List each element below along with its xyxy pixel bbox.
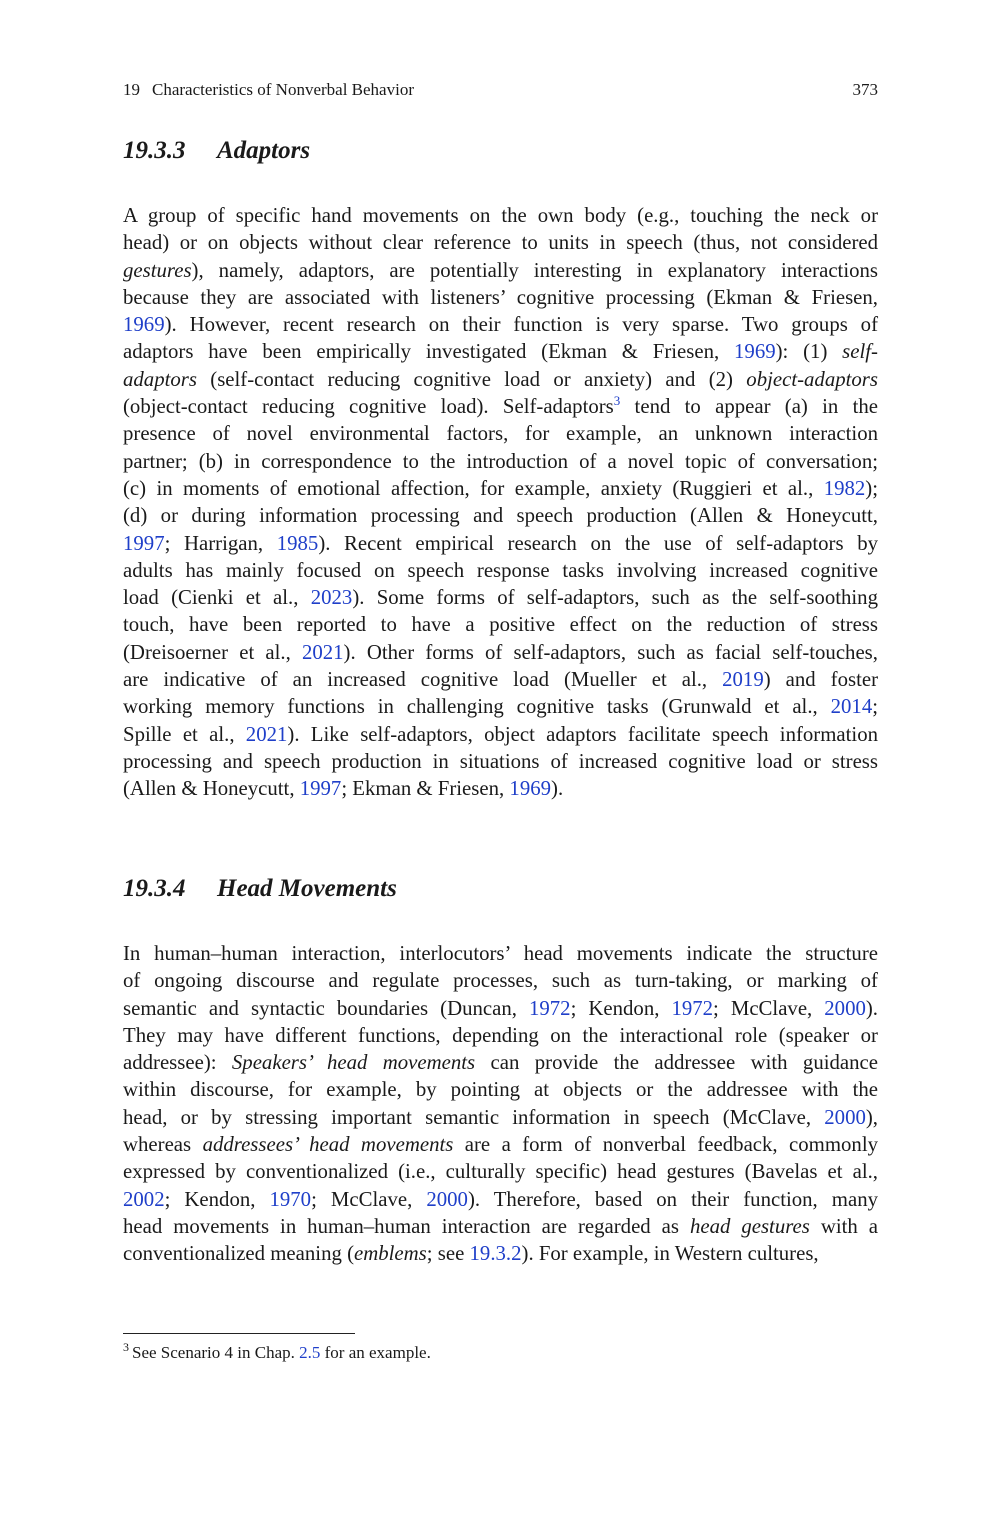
text-span: ; McClave, bbox=[713, 996, 825, 1020]
paragraph-adaptors bbox=[123, 202, 878, 803]
text-span: ) and foster bbox=[763, 668, 879, 692]
text-line bbox=[123, 1158, 878, 1185]
text-span: because they are associated with listeners’ cognitive processing (Ekman & Friesen, bbox=[123, 285, 878, 309]
text-line bbox=[123, 475, 878, 502]
text-span: ). Other forms of self-adaptors, such as facial self-touches, bbox=[343, 640, 878, 664]
text-line bbox=[123, 202, 878, 229]
text-span: load (Cienki et al., bbox=[123, 586, 311, 610]
text-span: (Dreisoerner et al., bbox=[123, 640, 302, 664]
text-line bbox=[123, 393, 878, 420]
text-span: ; McClave, bbox=[311, 1187, 427, 1211]
text-line bbox=[123, 1076, 878, 1103]
section-title: Adaptors bbox=[217, 137, 311, 164]
text-span: ; Kendon, bbox=[164, 1187, 270, 1211]
text-line bbox=[123, 1213, 878, 1240]
chapter-title: Characteristics of Nonverbal Behavior bbox=[152, 80, 414, 99]
section-number: 19.3.3 bbox=[123, 137, 186, 164]
text-span: In human–human interaction, interlocutors’ head movements indicate the structure bbox=[123, 942, 878, 965]
text-line bbox=[123, 611, 878, 638]
footnote-chapter-link[interactable]: 2.5 bbox=[299, 1343, 321, 1362]
text-span: can provide the addressee with guidance bbox=[475, 1051, 878, 1075]
text-span: are indicative of an increased cognitive load (Mueller et al., bbox=[123, 668, 723, 692]
citation-link[interactable]: 2014 bbox=[830, 695, 873, 719]
italic-term: Speakers’ head movements bbox=[231, 1051, 476, 1075]
chapter-number: 19 bbox=[123, 80, 140, 99]
text-span: touch, have been reported to have a positive effect on the reduction of stress bbox=[123, 613, 878, 637]
italic-term: head gestures bbox=[689, 1214, 810, 1238]
text-span: (c) in moments of emotional affection, for example, anxiety (Ruggieri et al., bbox=[123, 476, 824, 500]
text-line bbox=[123, 530, 878, 557]
citation-link[interactable]: 1972 bbox=[671, 996, 714, 1020]
citation-link[interactable]: 2000 bbox=[824, 1105, 866, 1129]
text-span: are a form of nonverbal feedback, commonly bbox=[453, 1133, 879, 1157]
text-line bbox=[123, 284, 878, 311]
section-number: 19.3.4 bbox=[123, 875, 186, 902]
text-span: ); bbox=[865, 476, 878, 500]
text-span: (self-contact reducing cognitive load or anxiety) and (2) bbox=[196, 367, 747, 391]
text-span: adults has mainly focused on speech response tasks involving increased cognitive bbox=[123, 558, 878, 582]
text-span: ; Ekman & Friesen, bbox=[341, 777, 510, 801]
text-span: ). Therefore, based on their function, many bbox=[467, 1187, 878, 1211]
text-span: ). bbox=[551, 777, 564, 801]
text-line bbox=[123, 229, 878, 256]
footnote-marker[interactable]: 3 bbox=[613, 393, 621, 409]
text-span: ; bbox=[872, 695, 878, 719]
text-line bbox=[123, 639, 878, 666]
text-line bbox=[123, 666, 878, 693]
citation-link[interactable]: 1969 bbox=[123, 313, 165, 337]
text-line bbox=[123, 1022, 878, 1049]
citation-link[interactable]: 1997 bbox=[123, 531, 165, 555]
text-line bbox=[123, 1186, 878, 1213]
text-line bbox=[123, 967, 878, 994]
text-span: presence of novel environmental factors, for example, an unknown interaction bbox=[123, 422, 878, 446]
footnote-text-before: See Scenario 4 in Chap. bbox=[132, 1343, 300, 1362]
citation-link[interactable]: 2021 bbox=[301, 640, 344, 664]
text-span: head, or by stressing important semantic information in speech (McClave, bbox=[123, 1105, 825, 1129]
text-span: ). Like self-adaptors, object adaptors facilitate speech information bbox=[287, 722, 878, 746]
citation-link[interactable]: 2002 bbox=[123, 1187, 165, 1211]
citation-link[interactable]: 19.3.2 bbox=[469, 1242, 522, 1266]
text-line bbox=[123, 366, 878, 393]
text-span: ): (1) bbox=[775, 340, 843, 364]
text-span: tend to appear (a) in the bbox=[620, 395, 878, 419]
text-line bbox=[123, 257, 878, 284]
text-span: with a bbox=[809, 1214, 879, 1238]
text-line bbox=[123, 995, 878, 1022]
citation-link[interactable]: 2023 bbox=[310, 586, 353, 610]
text-span: partner; (b) in correspondence to the introduction of a novel topic of conversation; bbox=[123, 449, 878, 473]
text-span: ; see bbox=[426, 1242, 470, 1266]
citation-link[interactable]: 2019 bbox=[722, 668, 764, 692]
text-line bbox=[123, 775, 878, 802]
section-heading-adaptors bbox=[123, 137, 310, 165]
citation-link[interactable]: 1969 bbox=[734, 340, 776, 364]
text-span: whereas bbox=[123, 1133, 203, 1157]
text-line bbox=[123, 338, 878, 365]
text-span: within discourse, for example, by pointing at objects or the addressee with the bbox=[123, 1078, 878, 1102]
section-heading-head-movements bbox=[123, 875, 397, 903]
text-span: working memory functions in challenging cognitive tasks (Grunwald et al., bbox=[123, 695, 831, 719]
text-span: expressed by conventionalized (i.e., culturally specific) head gestures (Bavelas et al., bbox=[123, 1160, 878, 1184]
footnote bbox=[123, 1340, 431, 1363]
text-span: head) or on objects without clear reference to units in speech (thus, not considered bbox=[123, 231, 878, 255]
page-number: 373 bbox=[852, 80, 878, 99]
text-span: ; Harrigan, bbox=[164, 531, 277, 555]
text-span: ), namely, adaptors, are potentially interesting in explanatory interactions bbox=[191, 258, 878, 282]
italic-term: object-adaptors bbox=[746, 367, 878, 391]
text-span: of ongoing discourse and regulate processes, such as turn-taking, or marking of bbox=[123, 969, 878, 993]
text-span: They may have different functions, depending on the interactional role (speaker or bbox=[123, 1023, 878, 1047]
text-span: addressee): bbox=[123, 1051, 232, 1075]
paragraph-head-movements bbox=[123, 940, 878, 1268]
running-head bbox=[123, 80, 878, 102]
citation-link[interactable]: 2000 bbox=[426, 1187, 468, 1211]
text-span: ). bbox=[865, 996, 878, 1020]
text-span: ). However, recent research on their function is very sparse. Two groups of bbox=[164, 313, 878, 337]
text-span: processing and speech production in situations of increased cognitive load or stress bbox=[123, 749, 878, 773]
text-line bbox=[123, 557, 878, 584]
text-span: ). Recent empirical research on the use of self-adaptors by bbox=[318, 531, 878, 555]
text-line bbox=[123, 448, 878, 475]
text-span: ; Kendon, bbox=[570, 996, 672, 1020]
text-span: Spille et al., bbox=[123, 722, 246, 746]
italic-term: self- bbox=[842, 340, 878, 364]
text-line bbox=[123, 693, 878, 720]
text-line bbox=[123, 1131, 878, 1158]
text-span: ), bbox=[865, 1105, 878, 1129]
text-line bbox=[123, 420, 878, 447]
running-head-left bbox=[123, 80, 414, 100]
text-line bbox=[123, 502, 878, 529]
text-span: (d) or during information processing and speech production (Allen & Honeycutt, bbox=[123, 504, 878, 528]
citation-link[interactable]: 2000 bbox=[824, 996, 866, 1020]
citation-link[interactable]: 1982 bbox=[823, 476, 866, 500]
text-span: head movements in human–human interaction are regarded as bbox=[123, 1214, 690, 1238]
italic-term: addressees’ head movements bbox=[202, 1133, 454, 1157]
footnote-number: 3 bbox=[123, 1340, 129, 1355]
text-line bbox=[123, 584, 878, 611]
text-span: conventionalized meaning ( bbox=[123, 1242, 354, 1266]
text-line bbox=[123, 1240, 878, 1267]
text-span: adaptors have been empirically investigated (Ekman & Friesen, bbox=[123, 340, 735, 364]
citation-link[interactable]: 2021 bbox=[245, 722, 288, 746]
footnote-rule bbox=[123, 1333, 355, 1334]
citation-link[interactable]: 1997 bbox=[299, 777, 342, 801]
citation-link[interactable]: 1985 bbox=[276, 531, 319, 555]
citation-link[interactable]: 1970 bbox=[269, 1187, 312, 1211]
section-title: Head Movements bbox=[217, 875, 397, 902]
text-span: (object-contact reducing cognitive load). Self-adaptors bbox=[123, 395, 614, 419]
text-span: ). Some forms of self-adaptors, such as the self-soothing bbox=[352, 586, 878, 610]
text-line bbox=[123, 311, 878, 338]
text-line bbox=[123, 1049, 878, 1076]
text-span: ). For example, in Western cultures, bbox=[521, 1242, 819, 1266]
text-span: semantic and syntactic boundaries (Duncan, bbox=[123, 996, 529, 1020]
text-line bbox=[123, 748, 878, 775]
text-line bbox=[123, 721, 878, 748]
text-line bbox=[123, 1104, 878, 1131]
text-line bbox=[123, 940, 878, 967]
citation-link[interactable]: 1972 bbox=[528, 996, 571, 1020]
text-span: (Allen & Honeycutt, bbox=[123, 777, 300, 801]
italic-term: gestures bbox=[123, 258, 192, 282]
italic-term: emblems bbox=[354, 1242, 427, 1266]
footnote-text-after: for an example. bbox=[320, 1343, 431, 1362]
italic-term: adaptors bbox=[123, 367, 197, 391]
citation-link[interactable]: 1969 bbox=[509, 777, 552, 801]
text-span: A group of specific hand movements on the own body (e.g., touching the neck or bbox=[123, 204, 878, 227]
